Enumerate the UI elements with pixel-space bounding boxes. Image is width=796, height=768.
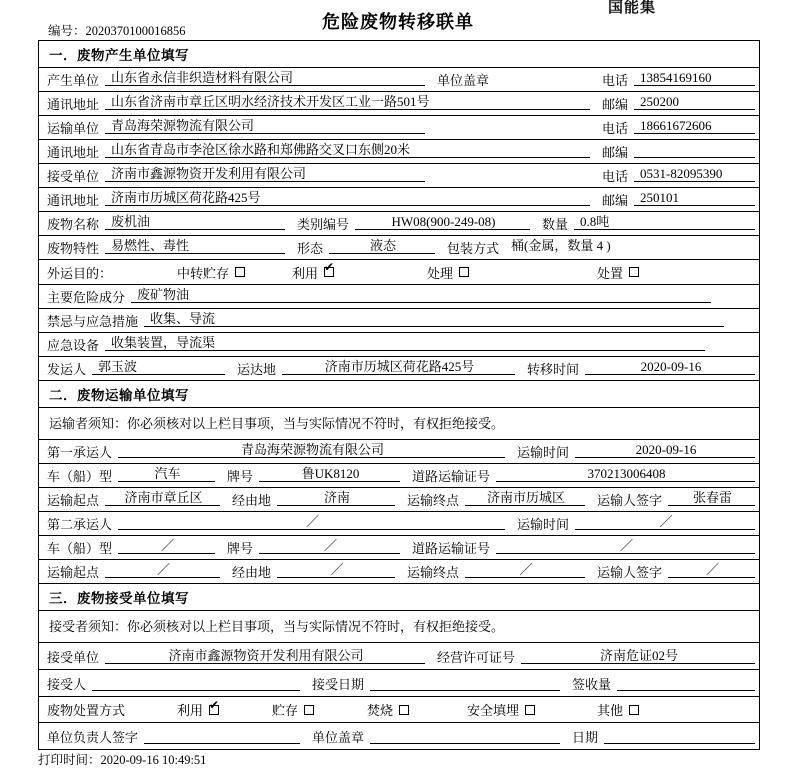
receive-qty-value[interactable] xyxy=(617,675,755,691)
receiver-address-field xyxy=(39,188,594,211)
vehicle1-value[interactable]: 汽车 xyxy=(118,466,215,482)
vehicle2-value[interactable]: ／ xyxy=(118,538,215,554)
document-number-value: 2020370100016856 xyxy=(85,24,186,38)
disposal-option-1[interactable] xyxy=(264,697,359,722)
plate1-field xyxy=(219,464,404,487)
section2-notice-row xyxy=(39,408,759,440)
document-number-label: 编号： xyxy=(48,24,86,38)
sign1-field xyxy=(589,488,759,511)
time1-label: 运输时间 xyxy=(517,445,570,460)
address-label: 通讯地址 xyxy=(47,97,100,112)
date-label: 日期 xyxy=(572,729,599,745)
transporter-address-label: 通讯地址 xyxy=(47,145,100,160)
taboo-field xyxy=(39,309,759,332)
disposal-option-1-label: 贮存 xyxy=(272,703,299,718)
form-field xyxy=(289,236,439,259)
receive-date-label: 接受日期 xyxy=(312,676,365,692)
sign1-label: 运输人签字 xyxy=(597,493,663,508)
row-disposal xyxy=(39,697,759,723)
zip-label: 邮编 xyxy=(602,97,629,112)
purpose-option-1[interactable] xyxy=(284,260,419,284)
origin2-value[interactable]: ／ xyxy=(105,562,220,578)
section3-heading-row xyxy=(39,584,759,611)
via1-value[interactable]: 济南 xyxy=(277,490,395,506)
purpose-option-0-label: 中转贮存 xyxy=(177,265,230,281)
vehicle2-label: 车（船）型 xyxy=(47,541,113,556)
row-receiver xyxy=(39,164,759,188)
leader-sign-field xyxy=(39,723,304,749)
plate2-value[interactable]: ／ xyxy=(259,538,400,554)
disposal-option-0-checkbox[interactable] xyxy=(209,705,219,715)
section1-heading: 一．废物产生单位填写 xyxy=(49,48,189,63)
disposal-option-4-label: 其他 xyxy=(597,703,624,718)
section3-notice: 接受者须知：你必须核对以上栏目事项，当与实际情况不符时，有权拒绝接受。 xyxy=(49,619,505,634)
row-route2 xyxy=(39,560,759,584)
row-carrier2 xyxy=(39,512,759,536)
producer-field xyxy=(39,68,429,91)
receiver-phone-value[interactable]: 0531-82095390 xyxy=(634,166,755,182)
equipment-field xyxy=(39,333,759,356)
carrier2-label: 第二承运人 xyxy=(47,517,113,532)
receive-person-value[interactable] xyxy=(92,675,300,691)
carrier1-value[interactable]: 青岛海荣源物流有限公司 xyxy=(118,442,505,458)
property-field xyxy=(39,236,289,259)
unit-seal-label: 单位盖章 xyxy=(312,729,365,745)
disposal-option-4-checkbox[interactable] xyxy=(629,705,639,715)
origin1-field xyxy=(39,488,224,511)
receiver-unit-field xyxy=(39,643,429,669)
receive-date-field xyxy=(304,670,564,696)
property-value[interactable]: 易燃性、毒性 xyxy=(105,238,285,254)
via2-label: 经由地 xyxy=(232,565,272,580)
seal-value[interactable] xyxy=(495,70,590,86)
row-producer xyxy=(39,68,759,92)
sign1-value[interactable]: 张春雷 xyxy=(668,490,755,506)
origin2-label: 运输起点 xyxy=(47,565,100,580)
receive-date-value[interactable] xyxy=(370,675,560,691)
plate1-label: 牌号 xyxy=(227,469,254,484)
disposal-option-1-checkbox[interactable] xyxy=(304,705,314,715)
via1-field xyxy=(224,488,399,511)
quantity-label: 数量 xyxy=(542,217,569,232)
end1-label: 运输终点 xyxy=(407,493,460,508)
purpose-option-3-label: 处置 xyxy=(597,265,624,281)
license1-value[interactable]: 370213006408 xyxy=(496,466,755,482)
receiver-label: 接受单位 xyxy=(47,169,100,184)
row-shipper xyxy=(39,357,759,381)
end2-value[interactable]: ／ xyxy=(465,562,585,578)
row-signatures xyxy=(39,723,759,750)
row-route1 xyxy=(39,488,759,512)
waste-name-field xyxy=(39,212,289,235)
sign2-field xyxy=(589,560,759,583)
zip-field xyxy=(594,92,759,115)
purpose-option-2[interactable] xyxy=(419,260,589,284)
main-hazard-value[interactable]: 废矿物油 xyxy=(131,287,711,303)
equipment-value[interactable]: 收集装置，导流渠 xyxy=(105,335,705,351)
transporter-label: 运输单位 xyxy=(47,121,100,136)
transporter-address-value[interactable]: 山东省青岛市李沧区徐水路和郑佛路交叉口东侧20米 xyxy=(105,142,590,158)
destination-value[interactable]: 济南市历城区荷花路425号 xyxy=(282,359,515,375)
row-main-hazard xyxy=(39,285,759,309)
purpose-option-2-checkbox[interactable] xyxy=(459,267,469,277)
producer-label: 产生单位 xyxy=(47,73,100,88)
transporter-value[interactable]: 青岛海荣源物流有限公司 xyxy=(105,118,425,134)
waste-name-label: 废物名称 xyxy=(47,217,100,232)
receive-person-field xyxy=(39,670,304,696)
vehicle1-label: 车（船）型 xyxy=(47,469,113,484)
via1-label: 经由地 xyxy=(232,493,272,508)
carrier2-value[interactable]: ／ xyxy=(118,514,505,530)
leader-sign-value[interactable] xyxy=(144,728,300,744)
plate2-field xyxy=(219,536,404,559)
phone-field xyxy=(594,68,759,91)
receiver-phone-label: 电话 xyxy=(602,169,629,184)
end1-value[interactable]: 济南市历城区 xyxy=(465,490,585,506)
row-transporter xyxy=(39,116,759,140)
disposal-option-2-checkbox[interactable] xyxy=(399,705,409,715)
receiver-blank-value xyxy=(437,166,590,182)
license2-field xyxy=(404,536,759,559)
equipment-label: 应急设备 xyxy=(47,338,100,353)
carrier1-label: 第一承运人 xyxy=(47,445,113,460)
print-time-label: 打印时间： xyxy=(38,753,101,767)
vehicle1-field xyxy=(39,464,219,487)
time1-field xyxy=(509,440,759,463)
transfer-time-value[interactable]: 2020-09-16 xyxy=(585,359,755,375)
transporter-phone-field xyxy=(594,116,759,139)
quantity-value[interactable]: 0.8吨 xyxy=(574,214,755,230)
print-time xyxy=(38,750,206,768)
purpose-label: 外运目的： xyxy=(47,265,113,281)
time2-field xyxy=(509,512,759,535)
phone-label: 电话 xyxy=(602,73,629,88)
disposal-option-2[interactable] xyxy=(359,697,459,722)
row-equipment xyxy=(39,333,759,357)
receive-person-label: 接受人 xyxy=(47,676,87,692)
origin1-label: 运输起点 xyxy=(47,493,100,508)
destination-field xyxy=(229,357,519,380)
taboo-label: 禁忌与应急措施 xyxy=(47,314,139,329)
row-waste-property xyxy=(39,236,759,260)
address-field xyxy=(39,92,594,115)
package-field xyxy=(439,236,759,259)
row-taboo xyxy=(39,309,759,333)
row-waste-name xyxy=(39,212,759,236)
receiver-value[interactable]: 济南市鑫源物资开发利用有限公司 xyxy=(105,166,425,182)
via2-field xyxy=(224,560,399,583)
category-field xyxy=(289,212,534,235)
main-hazard-field xyxy=(39,285,759,308)
receiver-zip-field xyxy=(594,188,759,211)
shipper-value[interactable]: 郭玉波 xyxy=(92,359,225,375)
form-label: 形态 xyxy=(297,241,324,256)
end2-label: 运输终点 xyxy=(407,565,460,580)
zip-value[interactable]: 250200 xyxy=(634,94,755,110)
carrier2-field xyxy=(39,512,509,535)
time2-label: 运输时间 xyxy=(517,517,570,532)
disposal-option-2-label: 焚烧 xyxy=(367,703,394,718)
permit-label: 经营许可证号 xyxy=(437,649,516,665)
main-hazard-label: 主要危险成分 xyxy=(47,290,126,305)
row-vehicle1 xyxy=(39,464,759,488)
phone-value[interactable]: 13854169160 xyxy=(634,70,755,86)
disposal-option-3[interactable] xyxy=(459,697,589,722)
row-vehicle2 xyxy=(39,536,759,560)
row-receiver-address xyxy=(39,188,759,212)
end2-field xyxy=(399,560,589,583)
section1-heading-row xyxy=(39,41,759,68)
vehicle2-field xyxy=(39,536,219,559)
receive-qty-field xyxy=(564,670,759,696)
receiver-address-value[interactable]: 济南市历城区荷花路425号 xyxy=(105,190,590,206)
address-value[interactable]: 山东省济南市章丘区明水经济技术开发区工业一路501号 xyxy=(105,94,590,110)
section2-notice: 运输者须知：你必须核对以上栏目事项，当与实际情况不符时，有权拒绝接受。 xyxy=(49,416,505,431)
disposal-option-3-label: 安全填埋 xyxy=(467,703,520,718)
unit-seal-value[interactable] xyxy=(370,728,560,744)
disposal-option-4[interactable] xyxy=(589,697,759,722)
carrier1-field xyxy=(39,440,509,463)
row-purpose xyxy=(39,260,759,285)
form-table xyxy=(38,40,760,750)
row-producer-address xyxy=(39,92,759,116)
row-carrier1 xyxy=(39,440,759,464)
form-value[interactable]: 液态 xyxy=(329,238,435,254)
section3-heading: 三．废物接受单位填写 xyxy=(49,591,189,606)
unit-seal-field xyxy=(304,723,564,749)
origin2-field xyxy=(39,560,224,583)
plate1-value[interactable]: 鲁UK8120 xyxy=(259,466,400,482)
via2-value[interactable]: ／ xyxy=(277,562,395,578)
receiver-address-label: 通讯地址 xyxy=(47,193,100,208)
row-receiver-unit xyxy=(39,643,759,670)
destination-label: 运达地 xyxy=(237,362,277,377)
receiver-phone-field xyxy=(594,164,759,187)
property-label: 废物特性 xyxy=(47,241,100,256)
plate2-label: 牌号 xyxy=(227,541,254,556)
license1-field xyxy=(404,464,759,487)
waste-name-value[interactable]: 废机油 xyxy=(105,214,285,230)
taboo-value[interactable]: 收集、导流 xyxy=(144,311,724,327)
purpose-option-1-checkbox[interactable] xyxy=(324,267,334,277)
purpose-option-2-label: 处理 xyxy=(427,265,454,281)
purpose-option-3-checkbox[interactable] xyxy=(629,267,639,277)
transporter-zip-field xyxy=(594,140,759,163)
shipper-label: 发运人 xyxy=(47,362,87,377)
purpose-option-3[interactable] xyxy=(589,260,759,284)
permit-field xyxy=(429,643,759,669)
seal-label: 单位盖章 xyxy=(437,73,490,88)
end1-field xyxy=(399,488,589,511)
transporter-phone-label: 电话 xyxy=(602,121,629,136)
category-value[interactable]: HW08(900-249-08) xyxy=(355,214,530,230)
date-field xyxy=(564,723,759,749)
shipper-field xyxy=(39,357,229,380)
company-logo: 国能集 xyxy=(608,0,657,14)
transfer-time-field xyxy=(519,357,759,380)
transporter-address-field xyxy=(39,140,594,163)
row-transporter-address xyxy=(39,140,759,164)
section2-heading: 二．废物运输单位填写 xyxy=(49,388,189,403)
sign2-value[interactable]: ／ xyxy=(668,562,755,578)
section3-notice-row xyxy=(39,611,759,643)
receiver-unit-label: 接受单位 xyxy=(47,649,100,665)
transporter-zip-label: 邮编 xyxy=(602,145,629,160)
receiver-zip-label: 邮编 xyxy=(602,193,629,208)
purpose-option-0[interactable] xyxy=(169,260,284,284)
leader-sign-label: 单位负责人签字 xyxy=(47,729,139,745)
print-time-value: 2020-09-16 10:49:51 xyxy=(100,753,207,767)
package-value[interactable]: 桶(金属，数量 4 ) xyxy=(511,238,611,253)
receiver-unit-value[interactable]: 济南市鑫源物资开发利用有限公司 xyxy=(105,648,425,664)
purpose-option-1-label: 利用 xyxy=(292,265,319,281)
disposal-label-cell xyxy=(39,697,169,722)
disposal-option-0-label: 利用 xyxy=(177,703,204,718)
seal-field xyxy=(429,68,594,91)
purpose-option-0-checkbox[interactable] xyxy=(235,267,245,277)
transfer-time-label: 转移时间 xyxy=(527,362,580,377)
receiver-blank xyxy=(429,164,594,187)
row-receive-info xyxy=(39,670,759,697)
disposal-label: 废物处置方式 xyxy=(47,703,126,718)
origin1-value[interactable]: 济南市章丘区 xyxy=(105,490,220,506)
receiver-zip-value[interactable]: 250101 xyxy=(634,190,755,206)
permit-value[interactable]: 济南危证02号 xyxy=(521,648,755,664)
category-label: 类别编号 xyxy=(297,217,350,232)
quantity-field xyxy=(534,212,759,235)
date-value[interactable] xyxy=(604,728,755,744)
time1-value[interactable]: 2020-09-16 xyxy=(575,442,755,458)
transporter-blank xyxy=(429,116,594,139)
transporter-field xyxy=(39,116,429,139)
section2-heading-row xyxy=(39,381,759,408)
receive-qty-label: 签收量 xyxy=(572,676,612,692)
transporter-blank-value xyxy=(437,118,590,134)
license2-value[interactable]: ／ xyxy=(496,538,755,554)
disposal-option-0[interactable] xyxy=(169,697,264,722)
receiver-field xyxy=(39,164,429,187)
purpose-label-cell xyxy=(39,260,169,284)
producer-value[interactable]: 山东省永信非织造材料有限公司 xyxy=(105,70,425,86)
sign2-label: 运输人签字 xyxy=(597,565,663,580)
license1-label: 道路运输证号 xyxy=(412,469,491,484)
transporter-zip-value[interactable] xyxy=(634,142,755,158)
package-label: 包装方式 xyxy=(447,241,500,256)
time2-value[interactable]: ／ xyxy=(575,514,755,530)
transporter-phone-value[interactable]: 18661672606 xyxy=(634,118,755,134)
disposal-option-3-checkbox[interactable] xyxy=(525,705,535,715)
license2-label: 道路运输证号 xyxy=(412,541,491,556)
page-title: 危险废物转移联单 xyxy=(322,12,474,32)
